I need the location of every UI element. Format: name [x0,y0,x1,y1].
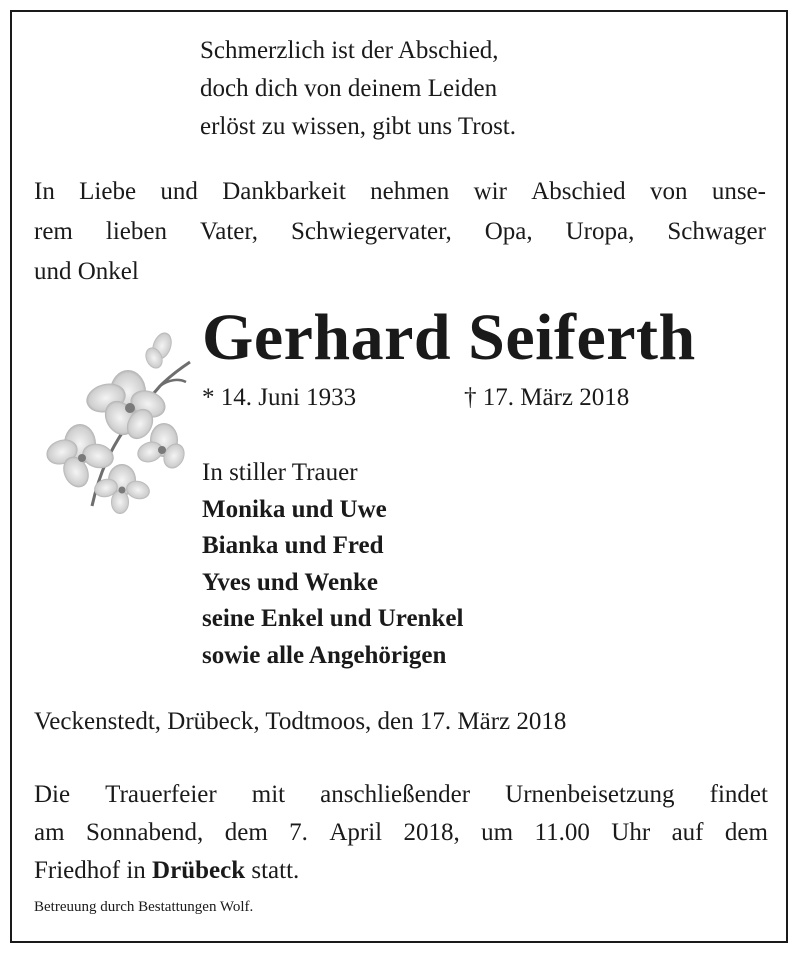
intro-word: Schwager [667,218,766,245]
motto-verse [200,32,516,146]
orchid-flower-icon [40,320,200,520]
ceremony-word: 11.00 [534,819,590,846]
cemetery-location: Drübeck [152,857,246,884]
intro-word: von [650,178,688,205]
ceremony-word: Trauerfeier [105,781,217,808]
mourner-name: sowie alle Angehörigen [202,641,447,669]
intro-paragraph [34,172,766,292]
ceremony-word: Urnenbeisetzung [505,781,675,808]
mourners-heading: In stiller Trauer [202,459,358,486]
ceremony-word: dem [224,819,268,846]
ceremony-line-1 [34,776,768,814]
mourner-name: seine Enkel und Urenkel [202,605,464,632]
ceremony-word: findet [709,781,768,808]
intro-line-2 [34,212,766,252]
motto-line: doch dich von deinem Leiden [200,75,498,102]
intro-line-1 [34,172,766,212]
mourner-name: Monika und Uwe [202,495,387,523]
ceremony-word: um [481,819,514,846]
mourner-name: Bianka und Fred [202,532,384,559]
intro-word: lieben [105,218,167,245]
deceased-name: Gerhard Seiferth [202,301,696,374]
intro-word: nehmen [370,178,450,205]
ceremony-word: 2018, [403,819,460,846]
intro-word: unse- [711,178,766,205]
ceremony-word: Sonnabend, [85,819,204,846]
death-date: † 17. März 2018 [464,384,630,411]
place-and-date: Veckenstedt, Drübeck, Todtmoos, den 17. März 2018 [34,708,567,735]
ceremony-text: statt. [245,857,300,884]
intro-word: Opa, [484,218,533,245]
intro-word: Vater, [199,218,258,245]
intro-line-3: und Onkel [34,258,139,285]
intro-word: rem [34,218,73,245]
intro-word: Liebe [79,178,137,205]
intro-word: In [34,178,55,205]
ceremony-word: am [34,819,65,846]
funeral-home-credit: Betreuung durch Bestattungen Wolf. [34,899,254,915]
intro-word: Uropa, [565,218,635,245]
ceremony-word: mit [251,781,286,808]
intro-word: wir [473,178,507,205]
birth-date: * 14. Juni 1933 [202,384,357,411]
ceremony-word: dem [724,819,768,846]
motto-line: Schmerzlich ist der Abschied, [200,37,499,64]
ceremony-text: Friedhof in [34,857,153,884]
intro-word: und [160,178,198,205]
mourners-block [202,455,463,674]
ceremony-line-3 [34,852,768,890]
intro-word: Schwiegervater, [290,218,452,245]
intro-word: Abschied [531,178,626,205]
ceremony-word: Die [34,781,71,808]
ceremony-line-2 [34,814,768,852]
ceremony-word: 7. [289,819,308,846]
intro-word: Dankbarkeit [222,178,346,205]
ceremony-word: anschließender [320,781,471,808]
ceremony-word: auf [671,819,704,846]
mourner-name: Yves und Wenke [202,568,378,596]
ceremony-word: Uhr [611,819,651,846]
motto-line: erlöst zu wissen, gibt uns Trost. [200,113,517,140]
ceremony-notice [34,776,768,890]
ceremony-word: April [329,819,383,846]
